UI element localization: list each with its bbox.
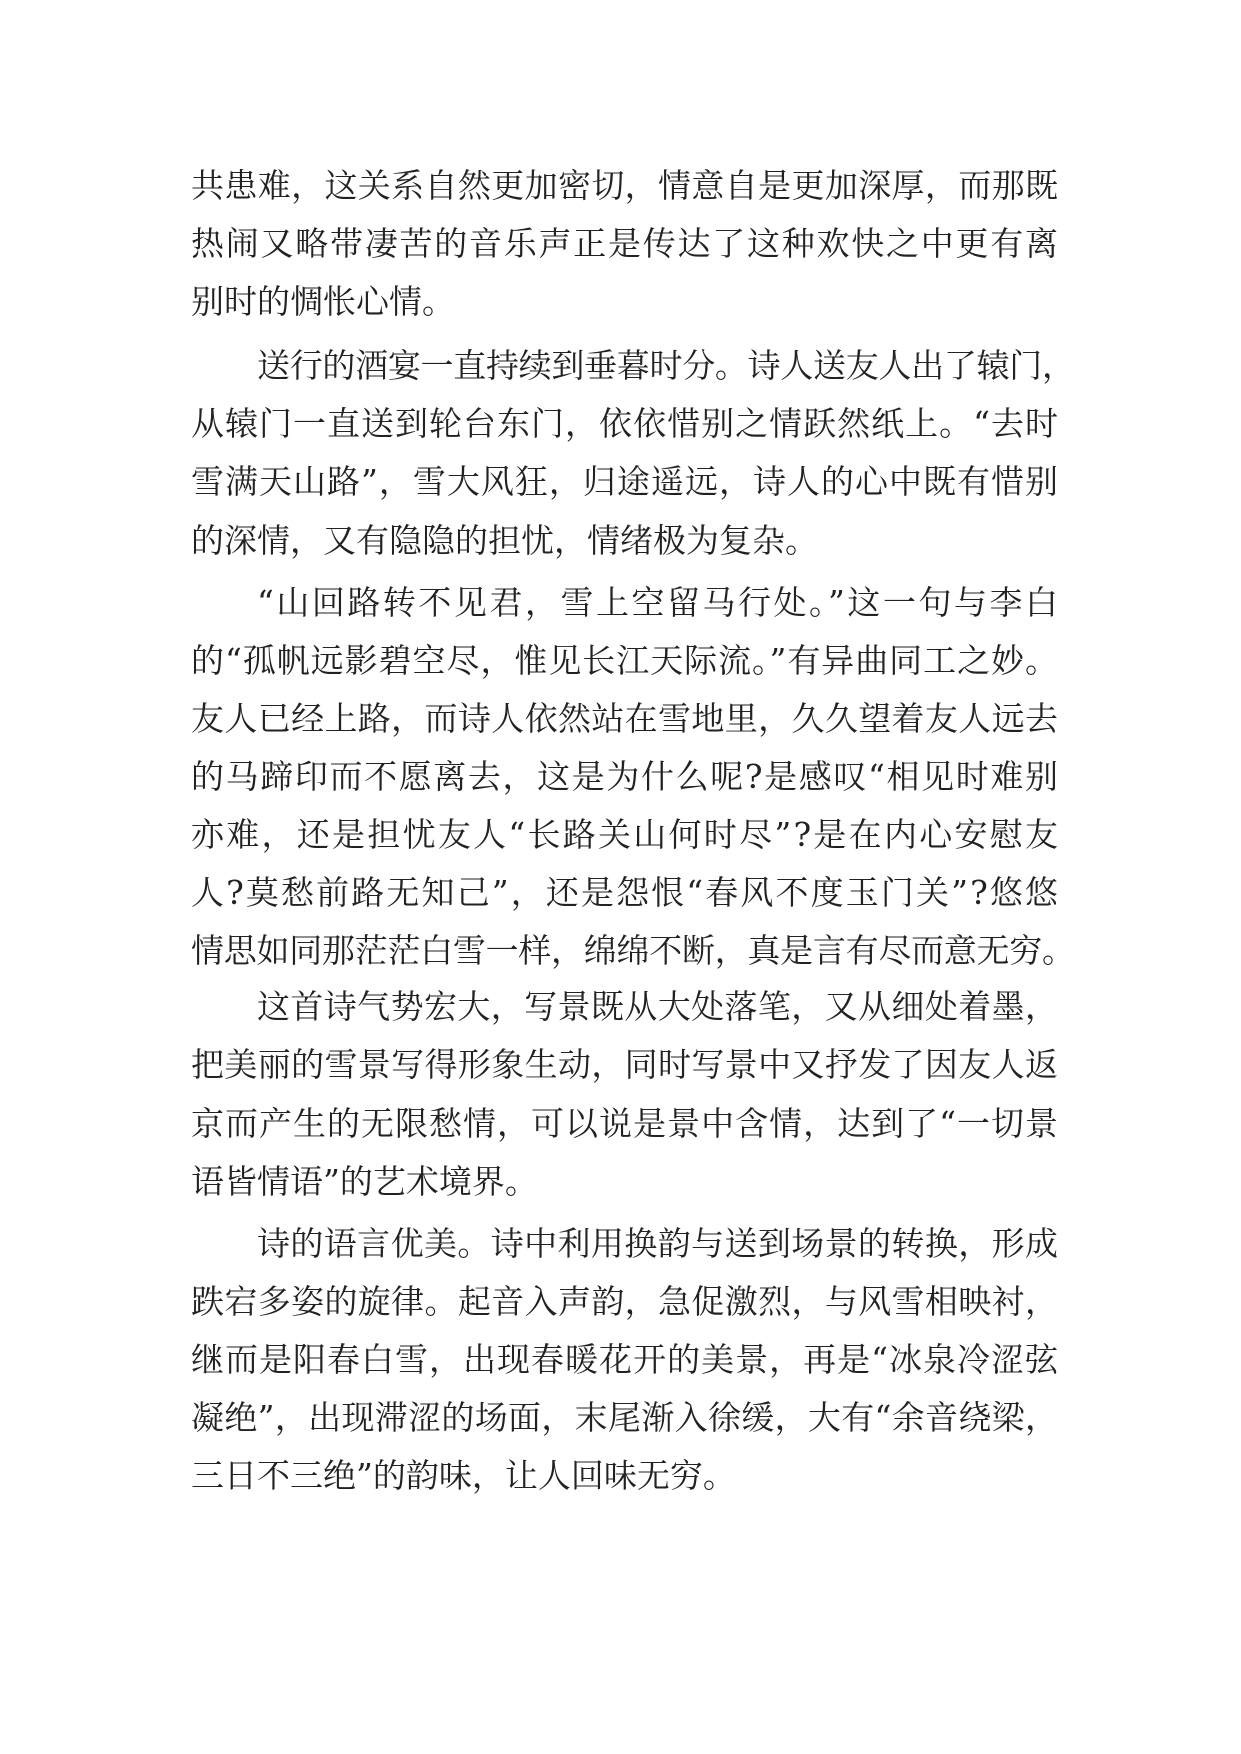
paragraph: [191, 157, 1058, 331]
text-line: 人?莫愁前路无知己”，还是怨恨“春风不度玉门关”?悠悠: [191, 873, 1061, 913]
paragraph: [191, 1215, 1058, 1505]
paragraph: [191, 574, 1075, 981]
text-line: 这首诗气势宏大，写景既从大处落笔，又从细处着墨，: [257, 987, 1059, 1027]
text-line: 三日不三绝”的韵味，让人回味无穷。: [191, 1456, 736, 1496]
text-line: 跌宕多姿的旋律。起音入声韵，急促激烈，与风雪相映衬，: [191, 1281, 1059, 1321]
text-line: 共患难，这关系自然更加密切，情意自是更加深厚，而那既: [191, 166, 1059, 205]
body-text: [191, 157, 1075, 1505]
text-line: 把美丽的雪景写得形象生动，同时写景中又抒发了因友人返: [191, 1045, 1059, 1085]
text-line: 友人已经上路，而诗人依然站在雪地里，久久望着友人远去: [191, 698, 1059, 738]
paragraph: [191, 337, 1075, 569]
text-line: 热闹又略带凄苦的音乐声正是传达了这种欢快之中更有离: [191, 224, 1060, 264]
paragraph: [191, 978, 1058, 1210]
text-line: 亦难，还是担忧友人“长路关山何时尽”?是在内心安慰友: [191, 815, 1061, 855]
text-line: 的深情，又有隐隐的担忧，情绪极为复杂。: [191, 520, 818, 560]
text-line: 送行的酒宴一直持续到垂暮时分。诗人送友人出了辕门，: [257, 346, 1075, 386]
text-line: 别时的惆怅心情。: [191, 282, 455, 322]
text-line: 语皆情语”的艺术境界。: [191, 1161, 538, 1201]
text-line: 诗的语言优美。诗中利用换韵与送到场景的转换，形成: [257, 1223, 1059, 1263]
text-line: 情思如同那茫茫白雪一样，绵绵不断，真是言有尽而意无穷。: [191, 931, 1075, 971]
text-line: 继而是阳春白雪，出现春暖花开的美景，再是“冰泉冷涩弦: [191, 1339, 1060, 1379]
text-line: 的马蹄印而不愿离去，这是为什么呢?是感叹“相见时难别: [191, 756, 1060, 796]
text-line: 从辕门一直送到轮台东门，依依惜别之情跃然纸上。“去时: [191, 404, 1060, 444]
text-line: 京而产生的无限愁情，可以说是景中含情，达到了“一切景: [191, 1103, 1060, 1143]
text-line: 的“孤帆远影碧空尽，惟见长江天际流。”有异曲同工之妙。: [191, 640, 1059, 680]
text-line: “山回路转不见君，雪上空留马行处。”这一句与李白: [257, 582, 1061, 622]
text-line: 凝绝”，出现滞涩的场面，末尾渐入徐缓，大有“余音绕梁，: [191, 1397, 1059, 1437]
text-line: 雪满天山路”，雪大风狂，归途遥远，诗人的心中既有惜别: [191, 462, 1060, 502]
